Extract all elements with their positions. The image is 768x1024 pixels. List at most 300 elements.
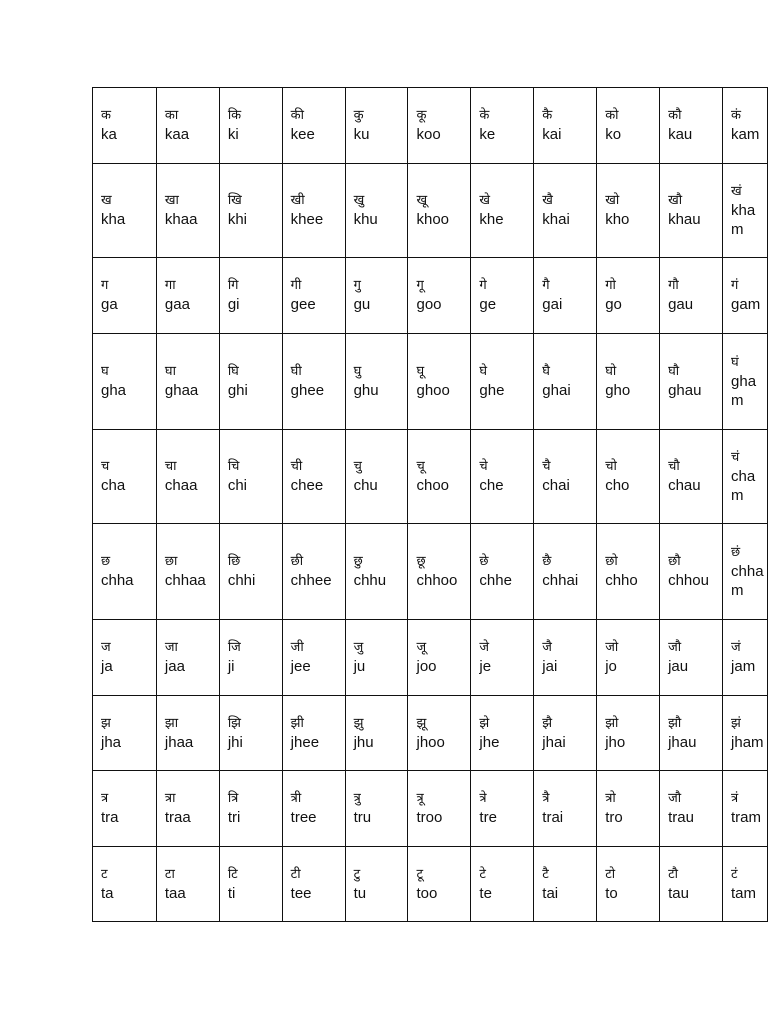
syllable-cell: [93, 620, 157, 696]
devanagari-syllable: त्री: [290, 791, 302, 806]
devanagari-syllable: का: [164, 108, 179, 123]
devanagari-syllable: टै: [542, 866, 549, 882]
table-row: [93, 258, 768, 334]
devanagari-syllable: गू: [416, 278, 424, 293]
transliteration: ghee: [290, 382, 325, 399]
syllable-cell: [534, 88, 597, 164]
devanagari-syllable: क: [101, 108, 111, 123]
transliteration: gu: [353, 296, 371, 313]
syllable-cell: [408, 696, 471, 771]
devanagari-syllable: टु: [353, 866, 361, 882]
transliteration: choo: [416, 477, 450, 494]
syllable-cell: [345, 620, 408, 696]
table-row: [93, 524, 768, 620]
transliteration: ghai: [542, 382, 571, 399]
transliteration: kaa: [164, 126, 190, 143]
devanagari-syllable: खं: [731, 183, 742, 199]
table-row: [93, 771, 768, 847]
syllable-cell: [660, 847, 723, 922]
transliteration: ghi: [227, 382, 248, 399]
transliteration: chhe: [479, 572, 512, 589]
transliteration: khaa: [164, 211, 198, 228]
devanagari-syllable: ज: [101, 640, 111, 655]
syllable-cell: [597, 258, 660, 334]
devanagari-syllable: झौ: [668, 715, 682, 731]
transliteration: kam: [731, 126, 760, 143]
transliteration: chhou: [668, 572, 709, 589]
transliteration: ta: [101, 884, 114, 902]
syllable-cell: [219, 334, 282, 430]
transliteration: kha: [101, 211, 126, 228]
devanagari-syllable: टे: [479, 866, 486, 882]
transliteration: khee: [290, 211, 324, 228]
transliteration: chham: [731, 562, 764, 599]
transliteration: chai: [542, 477, 570, 494]
devanagari-syllable: कं: [731, 108, 741, 123]
devanagari-syllable: टा: [164, 866, 175, 882]
transliteration: to: [605, 884, 618, 902]
transliteration: trau: [668, 809, 694, 826]
syllable-cell: [534, 334, 597, 430]
transliteration: ku: [353, 126, 370, 143]
transliteration: gi: [227, 296, 240, 313]
transliteration: chha: [101, 572, 134, 589]
transliteration: chhaa: [164, 572, 206, 589]
transliteration: chi: [227, 477, 247, 494]
transliteration: jhau: [668, 733, 697, 751]
syllable-cell: [156, 258, 219, 334]
transliteration: jhai: [542, 733, 566, 751]
transliteration: chho: [605, 572, 638, 589]
devanagari-syllable: छू: [416, 554, 426, 569]
devanagari-syllable: छा: [164, 554, 178, 569]
devanagari-syllable: झ: [101, 715, 111, 731]
transliteration: ghaa: [164, 382, 199, 399]
syllable-cell: [408, 258, 471, 334]
syllable-cell: [282, 430, 345, 524]
devanagari-syllable: झू: [416, 715, 427, 731]
devanagari-syllable: घं: [731, 354, 739, 370]
syllable-cell: [471, 430, 534, 524]
syllable-cell: [282, 847, 345, 922]
syllable-cell: [723, 164, 768, 258]
devanagari-syllable: त्रै: [542, 791, 550, 806]
syllable-cell: [597, 620, 660, 696]
transliteration: trai: [542, 809, 564, 826]
devanagari-syllable: ख: [101, 193, 112, 208]
syllable-cell: [597, 524, 660, 620]
syllable-cell: [219, 771, 282, 847]
devanagari-syllable: झो: [605, 715, 619, 731]
devanagari-syllable: चे: [479, 459, 488, 474]
syllable-cell: [471, 771, 534, 847]
syllable-cell: [534, 164, 597, 258]
devanagari-syllable: खो: [605, 193, 620, 208]
devanagari-syllable: घे: [479, 364, 488, 379]
devanagari-syllable: झा: [164, 715, 179, 731]
devanagari-syllable: छी: [290, 554, 304, 569]
devanagari-syllable: ची: [290, 459, 303, 474]
syllable-cell: [156, 620, 219, 696]
devanagari-syllable: के: [479, 108, 490, 123]
syllable-cell: [219, 164, 282, 258]
transliteration: che: [479, 477, 504, 494]
syllable-cell: [660, 164, 723, 258]
transliteration: jhee: [290, 733, 320, 751]
devanagari-syllable: की: [290, 108, 305, 123]
transliteration: chu: [353, 477, 378, 494]
devanagari-syllable: छं: [731, 544, 741, 560]
syllable-table: [92, 87, 768, 922]
table-row: [93, 430, 768, 524]
devanagari-syllable: जि: [227, 640, 241, 655]
syllable-cell: [93, 88, 157, 164]
devanagari-syllable: खी: [290, 193, 305, 208]
devanagari-syllable: जौ: [668, 791, 682, 806]
devanagari-syllable: गौ: [668, 278, 679, 293]
syllable-cell: [597, 88, 660, 164]
transliteration: ga: [101, 296, 118, 313]
transliteration: jhu: [353, 733, 374, 751]
devanagari-syllable: झी: [290, 715, 304, 731]
devanagari-syllable: जौ: [668, 640, 682, 655]
syllable-cell: [471, 164, 534, 258]
syllable-cell: [471, 88, 534, 164]
transliteration: jaa: [164, 658, 185, 675]
transliteration: je: [479, 658, 492, 675]
devanagari-syllable: चि: [227, 459, 240, 474]
syllable-cell: [534, 847, 597, 922]
syllable-cell: [93, 258, 157, 334]
syllable-cell: [471, 334, 534, 430]
transliteration: jhaa: [164, 733, 194, 751]
transliteration: tra: [101, 809, 119, 826]
syllable-cell: [345, 258, 408, 334]
transliteration: chhee: [290, 572, 332, 589]
syllable-cell: [93, 430, 157, 524]
syllable-cell: [93, 696, 157, 771]
syllable-cell: [219, 524, 282, 620]
syllable-cell: [282, 696, 345, 771]
syllable-cell: [471, 258, 534, 334]
devanagari-syllable: जी: [290, 640, 304, 655]
devanagari-syllable: छौ: [668, 554, 681, 569]
transliteration: cham: [731, 467, 756, 504]
transliteration: jha: [101, 733, 122, 751]
syllable-cell: [93, 164, 157, 258]
syllable-cell: [408, 847, 471, 922]
syllable-cell: [597, 164, 660, 258]
transliteration: chee: [290, 477, 324, 494]
devanagari-syllable: छे: [479, 554, 489, 569]
devanagari-syllable: घ: [101, 364, 109, 379]
transliteration: gam: [731, 296, 761, 313]
transliteration: ki: [227, 126, 239, 143]
devanagari-syllable: कू: [416, 108, 427, 123]
devanagari-syllable: को: [605, 108, 619, 123]
syllable-cell: [660, 696, 723, 771]
syllable-cell: [660, 620, 723, 696]
syllable-cell: [534, 258, 597, 334]
devanagari-syllable: ट: [101, 866, 108, 882]
syllable-cell: [156, 847, 219, 922]
transliteration: jhoo: [416, 733, 445, 751]
devanagari-syllable: त्रि: [227, 791, 239, 806]
transliteration: tree: [290, 809, 317, 826]
transliteration: cho: [605, 477, 630, 494]
transliteration: too: [416, 884, 438, 902]
transliteration: joo: [416, 658, 437, 675]
devanagari-syllable: कौ: [668, 108, 682, 123]
transliteration: gai: [542, 296, 563, 313]
syllable-cell: [156, 334, 219, 430]
devanagari-syllable: जं: [731, 640, 741, 655]
devanagari-syllable: चू: [416, 459, 425, 474]
transliteration: ge: [479, 296, 497, 313]
transliteration: ke: [479, 126, 496, 143]
devanagari-syllable: त्रं: [731, 791, 739, 806]
transliteration: jam: [731, 658, 756, 675]
transliteration: kee: [290, 126, 315, 143]
transliteration: ghoo: [416, 382, 450, 399]
syllable-cell: [282, 771, 345, 847]
syllable-cell: [156, 524, 219, 620]
devanagari-syllable: छु: [353, 554, 363, 569]
syllable-cell: [471, 847, 534, 922]
devanagari-syllable: झि: [227, 715, 242, 731]
syllable-cell: [282, 164, 345, 258]
transliteration: khai: [542, 211, 570, 228]
syllable-cell: [408, 334, 471, 430]
syllable-cell: [723, 88, 768, 164]
devanagari-syllable: छै: [542, 554, 552, 569]
syllable-cell: [534, 696, 597, 771]
devanagari-syllable: छो: [605, 554, 618, 569]
transliteration: ghe: [479, 382, 505, 399]
transliteration: ghu: [353, 382, 379, 399]
devanagari-syllable: गे: [479, 278, 487, 293]
transliteration: chhoo: [416, 572, 458, 589]
syllable-cell: [723, 771, 768, 847]
devanagari-syllable: घु: [353, 364, 362, 379]
syllable-cell: [660, 334, 723, 430]
transliteration: jhe: [479, 733, 500, 751]
transliteration: jee: [290, 658, 311, 675]
devanagari-syllable: त्रा: [164, 791, 176, 806]
transliteration: jhi: [227, 733, 243, 751]
syllable-cell: [282, 88, 345, 164]
transliteration: tam: [731, 884, 757, 902]
devanagari-syllable: गि: [227, 278, 239, 293]
devanagari-syllable: छ: [101, 554, 111, 569]
devanagari-syllable: जै: [542, 640, 552, 655]
transliteration: kho: [605, 211, 630, 228]
syllable-cell: [219, 696, 282, 771]
transliteration: tai: [542, 884, 559, 902]
devanagari-syllable: चा: [164, 459, 177, 474]
syllable-cell: [723, 524, 768, 620]
syllable-cell: [345, 696, 408, 771]
devanagari-syllable: गा: [164, 278, 176, 293]
transliteration: tre: [479, 809, 497, 826]
transliteration: gee: [290, 296, 316, 313]
transliteration: jo: [605, 658, 617, 675]
devanagari-syllable: जु: [353, 640, 364, 655]
syllable-cell: [408, 620, 471, 696]
transliteration: chau: [668, 477, 701, 494]
syllable-cell: [408, 771, 471, 847]
syllable-cell: [156, 430, 219, 524]
syllable-cell: [282, 524, 345, 620]
transliteration: ti: [227, 884, 236, 902]
syllable-cell: [597, 771, 660, 847]
syllable-cell: [534, 771, 597, 847]
devanagari-syllable: खै: [542, 193, 553, 208]
devanagari-syllable: कु: [353, 108, 364, 123]
devanagari-syllable: त्रो: [605, 791, 616, 806]
syllable-cell: [282, 334, 345, 430]
transliteration: khu: [353, 211, 378, 228]
syllable-cell: [723, 430, 768, 524]
syllable-cell: [660, 88, 723, 164]
syllable-cell: [534, 524, 597, 620]
syllable-cell: [723, 847, 768, 922]
transliteration: tru: [353, 809, 372, 826]
devanagari-syllable: टि: [227, 866, 238, 882]
devanagari-syllable: जो: [605, 640, 619, 655]
transliteration: tee: [290, 884, 312, 902]
syllable-cell: [345, 88, 408, 164]
syllable-cell: [219, 88, 282, 164]
transliteration: tau: [668, 884, 689, 902]
devanagari-syllable: जा: [164, 640, 178, 655]
transliteration: kau: [668, 126, 693, 143]
syllable-cell: [723, 696, 768, 771]
syllable-cell: [471, 696, 534, 771]
transliteration: jham: [731, 733, 764, 751]
transliteration: go: [605, 296, 622, 313]
syllable-cell: [408, 430, 471, 524]
devanagari-syllable: घी: [290, 364, 302, 379]
devanagari-syllable: खा: [164, 193, 179, 208]
devanagari-syllable: त्रे: [479, 791, 487, 806]
transliteration: chhu: [353, 572, 387, 589]
transliteration: jau: [668, 658, 689, 675]
transliteration: ji: [227, 658, 235, 675]
syllable-cell: [723, 620, 768, 696]
devanagari-syllable: झै: [542, 715, 553, 731]
devanagari-syllable: टौ: [668, 866, 679, 882]
transliteration: gau: [668, 296, 694, 313]
devanagari-syllable: गै: [542, 278, 550, 293]
syllable-cell: [219, 430, 282, 524]
transliteration: ko: [605, 126, 622, 143]
devanagari-syllable: च: [101, 459, 110, 474]
table-row: [93, 847, 768, 922]
devanagari-syllable: गं: [731, 278, 739, 293]
syllable-cell: [597, 847, 660, 922]
syllable-cell: [219, 258, 282, 334]
transliteration: tro: [605, 809, 623, 826]
transliteration: ja: [101, 658, 113, 675]
syllable-cell: [345, 524, 408, 620]
transliteration: khau: [668, 211, 701, 228]
devanagari-syllable: गी: [290, 278, 302, 293]
syllable-cell: [660, 524, 723, 620]
devanagari-syllable: घू: [416, 364, 425, 379]
transliteration: jho: [605, 733, 626, 751]
syllable-cell: [345, 847, 408, 922]
syllable-cell: [534, 430, 597, 524]
syllable-cell: [471, 524, 534, 620]
syllable-cell: [282, 258, 345, 334]
devanagari-syllable: गो: [605, 278, 616, 293]
syllable-cell: [408, 524, 471, 620]
devanagari-syllable: चै: [542, 459, 551, 474]
devanagari-syllable: त्र: [101, 791, 109, 806]
devanagari-syllable: खि: [227, 193, 242, 208]
transliteration: goo: [416, 296, 442, 313]
devanagari-syllable: घौ: [668, 364, 680, 379]
devanagari-syllable: टू: [416, 866, 424, 882]
devanagari-syllable: टी: [290, 866, 301, 882]
syllable-cell: [597, 430, 660, 524]
devanagari-syllable: छि: [227, 554, 241, 569]
devanagari-syllable: घो: [605, 364, 617, 379]
syllable-cell: [93, 334, 157, 430]
devanagari-syllable: खु: [353, 193, 365, 208]
transliteration: khoo: [416, 211, 450, 228]
devanagari-syllable: टं: [731, 866, 738, 882]
transliteration: ju: [353, 658, 366, 675]
syllable-cell: [219, 847, 282, 922]
table-row: [93, 334, 768, 430]
devanagari-syllable: घै: [542, 364, 550, 379]
transliteration: tu: [353, 884, 367, 902]
syllable-cell: [660, 771, 723, 847]
syllable-cell: [723, 334, 768, 430]
transliteration: chhi: [227, 572, 256, 589]
devanagari-syllable: त्रु: [353, 791, 361, 806]
transliteration: kai: [542, 126, 562, 143]
devanagari-syllable: खू: [416, 193, 428, 208]
transliteration: gha: [101, 382, 127, 399]
devanagari-syllable: चु: [353, 459, 362, 474]
syllable-cell: [156, 696, 219, 771]
devanagari-syllable: घा: [164, 364, 176, 379]
transliteration: chaa: [164, 477, 198, 494]
syllable-cell: [408, 164, 471, 258]
transliteration: jai: [542, 658, 558, 675]
devanagari-syllable: चो: [605, 459, 617, 474]
transliteration: cha: [101, 477, 126, 494]
devanagari-syllable: जे: [479, 640, 490, 655]
transliteration: gaa: [164, 296, 190, 313]
transliteration: ghau: [668, 382, 702, 399]
devanagari-syllable: टो: [605, 866, 616, 882]
transliteration: tram: [731, 809, 762, 826]
devanagari-syllable: चौ: [668, 459, 680, 474]
syllable-cell: [156, 88, 219, 164]
syllable-cell: [156, 164, 219, 258]
devanagari-syllable: खे: [479, 193, 491, 208]
devanagari-syllable: झु: [353, 715, 364, 731]
transliteration: troo: [416, 809, 443, 826]
syllable-cell: [219, 620, 282, 696]
transliteration: taa: [164, 884, 186, 902]
devanagari-syllable: कि: [227, 108, 242, 123]
devanagari-syllable: त्रू: [416, 791, 424, 806]
